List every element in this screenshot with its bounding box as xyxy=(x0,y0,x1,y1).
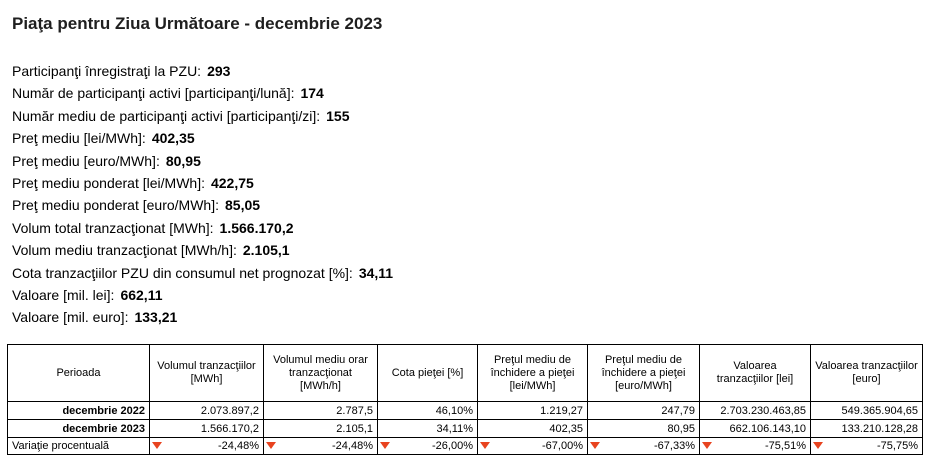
change-value: -67,33% xyxy=(654,440,695,452)
down-arrow-icon xyxy=(152,442,162,449)
header-volume: Volumul tranzacţiilor [MWh] xyxy=(150,345,264,402)
change-value: -75,75% xyxy=(877,440,918,452)
stat-active-participants-day xyxy=(12,105,393,127)
cell-market-share: 34,11% xyxy=(378,420,478,438)
comparison-table xyxy=(7,344,923,455)
row-period: decembrie 2023 xyxy=(8,420,150,438)
down-arrow-icon xyxy=(590,442,600,449)
cell-value-lei-change xyxy=(700,438,811,455)
stat-value-euro xyxy=(12,306,393,328)
stat-label: Preţ mediu ponderat [lei/MWh]: xyxy=(12,174,205,191)
stat-value: 422,75 xyxy=(210,174,254,191)
stat-label: Număr mediu de participanţi activi [participanţi/zi]: xyxy=(12,107,321,124)
header-period: Perioada xyxy=(8,345,150,402)
change-value: -24,48% xyxy=(218,440,259,452)
cell-market-share-change xyxy=(378,438,478,455)
cell-volume: 2.073.897,2 xyxy=(150,402,264,420)
header-value-lei: Valoarea tranzacţiilor [lei] xyxy=(700,345,811,402)
variation-label: Variaţie procentuală xyxy=(8,438,150,455)
cell-avg-price-euro: 80,95 xyxy=(588,420,700,438)
cell-avg-hourly-volume: 2.787,5 xyxy=(264,402,378,420)
stat-label: Preţ mediu [lei/MWh]: xyxy=(12,130,146,147)
cell-avg-price-lei-change xyxy=(478,438,588,455)
cell-avg-hourly-volume-change xyxy=(264,438,378,455)
stat-label: Valoare [mil. euro]: xyxy=(12,309,129,326)
down-arrow-icon xyxy=(702,442,712,449)
header-avg-hourly-volume: Volumul mediu orar tranzacţionat [MWh/h] xyxy=(264,345,378,402)
stat-avg-price-lei xyxy=(12,127,393,149)
header-market-share: Cota pieţei [%] xyxy=(378,345,478,402)
stat-value: 402,35 xyxy=(151,130,195,147)
stat-value: 34,11 xyxy=(358,264,394,281)
row-period: decembrie 2022 xyxy=(8,402,150,420)
cell-avg-price-euro: 247,79 xyxy=(588,402,700,420)
cell-value-euro: 133.210.128,28 xyxy=(811,420,923,438)
stat-weighted-price-euro xyxy=(12,194,393,216)
stat-avg-volume xyxy=(12,239,393,261)
cell-avg-price-euro-change xyxy=(588,438,700,455)
stat-label: Număr de participanţi activi [participanţi/lună]: xyxy=(12,85,295,102)
stat-label: Volum total tranzacţionat [MWh]: xyxy=(12,219,214,236)
stat-value: 85,05 xyxy=(225,197,261,214)
change-value: -24,48% xyxy=(332,440,373,452)
stat-avg-price-euro xyxy=(12,150,393,172)
variation-row xyxy=(8,438,923,455)
header-avg-price-euro: Preţul mediu de închidere a pieţei [euro/MWh] xyxy=(588,345,700,402)
down-arrow-icon xyxy=(266,442,276,449)
stat-total-volume xyxy=(12,217,393,239)
cell-market-share: 46,10% xyxy=(378,402,478,420)
down-arrow-icon xyxy=(480,442,490,449)
stat-value: 155 xyxy=(326,107,350,124)
stat-label: Preţ mediu ponderat [euro/MWh]: xyxy=(12,197,219,214)
cell-value-lei: 662.106.143,10 xyxy=(700,420,811,438)
stat-value: 662,11 xyxy=(120,286,163,303)
table-header-row xyxy=(8,345,923,402)
header-avg-price-lei: Preţul mediu de închidere a pieţei [lei/MWh] xyxy=(478,345,588,402)
page-title: Piaţa pentru Ziua Următoare - decembrie 2023 xyxy=(12,14,383,33)
stat-value: 1.566.170,2 xyxy=(219,219,294,236)
stat-value-lei xyxy=(12,284,393,306)
table-row xyxy=(8,402,923,420)
change-value: -75,51% xyxy=(765,440,806,452)
down-arrow-icon xyxy=(380,442,390,449)
stat-registered-participants xyxy=(12,60,393,82)
cell-avg-price-lei: 1.219,27 xyxy=(478,402,588,420)
stat-active-participants-month xyxy=(12,82,393,104)
stats-list xyxy=(12,60,393,329)
down-arrow-icon xyxy=(813,442,823,449)
stat-label: Preţ mediu [euro/MWh]: xyxy=(12,152,160,169)
stat-value: 133,21 xyxy=(134,309,178,326)
stat-label: Cota tranzacţiilor PZU din consumul net prognozat [%]: xyxy=(12,264,353,281)
stat-value: 174 xyxy=(300,85,324,102)
stat-weighted-price-lei xyxy=(12,172,393,194)
stat-label: Volum mediu tranzacţionat [MWh/h]: xyxy=(12,242,237,259)
cell-avg-price-lei: 402,35 xyxy=(478,420,588,438)
cell-volume-change xyxy=(150,438,264,455)
change-value: -67,00% xyxy=(542,440,583,452)
cell-volume: 1.566.170,2 xyxy=(150,420,264,438)
header-value-euro: Valoarea tranzacţiilor [euro] xyxy=(811,345,923,402)
stat-value: 293 xyxy=(207,63,231,79)
cell-value-lei: 2.703.230.463,85 xyxy=(700,402,811,420)
stat-value: 2.105,1 xyxy=(242,242,290,259)
stat-label: Valoare [mil. lei]: xyxy=(12,286,115,303)
stat-label: Participanţi înregistraţi la PZU: xyxy=(12,63,202,79)
cell-value-euro: 549.365.904,65 xyxy=(811,402,923,420)
cell-avg-hourly-volume: 2.105,1 xyxy=(264,420,378,438)
cell-value-euro-change xyxy=(811,438,923,455)
change-value: -26,00% xyxy=(432,440,473,452)
stat-value: 80,95 xyxy=(165,152,201,169)
table-row xyxy=(8,420,923,438)
stat-market-share xyxy=(12,262,393,284)
